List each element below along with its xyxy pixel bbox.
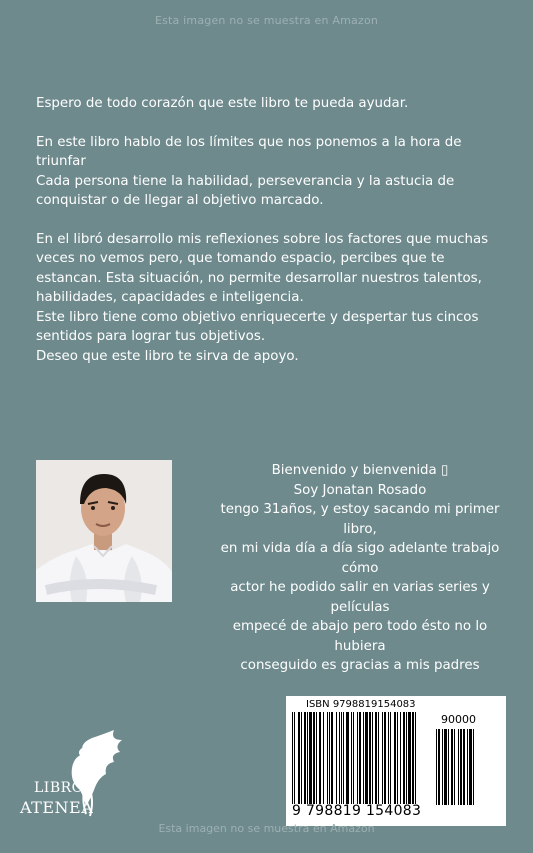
barcode-bar <box>467 729 468 805</box>
description-line: triunfar <box>36 154 86 169</box>
barcode-bar <box>301 712 302 804</box>
barcode-bar <box>292 712 293 804</box>
barcode-bar <box>463 729 465 805</box>
barcode-bar <box>378 712 379 804</box>
barcode-bar <box>436 729 437 805</box>
barcode-bar <box>458 729 459 805</box>
bio-line: tengo 31años, y estoy sacando mi primer <box>220 502 500 517</box>
barcode-addon-bars <box>436 729 494 807</box>
publisher-name-line1: LIBROS <box>34 780 94 796</box>
barcode-bar <box>294 712 295 804</box>
barcode-bar <box>359 712 361 804</box>
barcode-bar <box>357 712 358 804</box>
description-line: En este libro hablo de los límites que nos ponemos a la hora de <box>36 134 462 150</box>
description-line: estancan. Esta situación, no permite desarrollar nuestros talentos, <box>36 270 482 286</box>
barcode-bar <box>329 712 330 804</box>
barcode-bar <box>460 729 462 805</box>
barcode-bar <box>388 712 389 804</box>
barcode-bar <box>327 712 328 804</box>
isbn-digits: 9 798819 154083 <box>292 803 422 819</box>
description-paragraph-1: Espero de todo corazón que este libro te pueda ayudar. <box>36 96 409 111</box>
barcode-bar <box>323 712 324 804</box>
barcode-bar <box>346 712 349 804</box>
barcode-bar <box>406 712 407 804</box>
barcode-bar <box>451 729 453 805</box>
isbn-label: ISBN 9798819154083 <box>306 699 416 710</box>
description-line: Este libro tiene como objetivo enriquecerte y despertar tus cincos <box>36 309 479 325</box>
isbn-barcode <box>286 696 506 826</box>
author-photo <box>36 460 172 602</box>
description-line: habilidades, capacidades e inteligencia. <box>36 290 304 305</box>
barcode-bar <box>403 712 405 804</box>
barcode-bar <box>442 729 443 805</box>
bio-line: Bienvenido y bienvenida ▯ <box>271 463 449 478</box>
barcode-bar <box>339 712 340 804</box>
barcode-bar <box>454 729 455 805</box>
description-line: sentidos para lograr tus objetivos. <box>36 329 266 344</box>
barcode-bar <box>469 729 472 805</box>
barcode-bars <box>292 712 432 807</box>
barcode-bar <box>341 712 342 804</box>
barcode-bar <box>438 729 440 805</box>
barcode-bar <box>304 712 306 804</box>
barcode-bar <box>363 712 364 804</box>
barcode-bar <box>365 712 368 804</box>
bottom-watermark: Esta imagen no se muestra en Amazon <box>158 822 375 835</box>
bio-line: conseguido es gracias a mis padres <box>240 658 480 673</box>
description-line: Deseo que este libro te sirva de apoyo. <box>36 348 299 364</box>
barcode-bar <box>448 729 449 805</box>
barcode-bar <box>375 712 377 804</box>
barcode-bar <box>397 712 398 804</box>
top-watermark: Esta imagen no se muestra en Amazon <box>154 14 379 27</box>
barcode-bar <box>316 712 317 804</box>
bio-line: empecé de abajo pero todo ésto no lo <box>232 619 488 634</box>
barcode-bar <box>307 712 308 804</box>
barcode-bar <box>309 712 312 804</box>
barcode-bar <box>369 712 371 804</box>
bio-line: libro, <box>343 521 377 537</box>
barcode-addon-number: 90000 <box>441 713 476 726</box>
author-bio <box>195 461 525 676</box>
publisher-logo <box>14 730 149 825</box>
barcode-bar <box>400 712 401 804</box>
author-portrait-image <box>36 460 172 602</box>
barcode-bar <box>336 712 337 804</box>
barcode-bar <box>390 712 391 804</box>
barcode-bar <box>313 712 315 804</box>
barcode-bar <box>343 712 344 804</box>
barcode-bar <box>331 712 333 804</box>
barcode-bar <box>319 712 321 804</box>
description-line: conquistar o de llegar al objetivo marcado. <box>36 193 324 208</box>
barcode-bar <box>298 712 300 804</box>
barcode-bar <box>382 712 383 804</box>
bio-line: Soy Jonatan Rosado <box>293 482 427 498</box>
description-line: Cada persona tiene la habilidad, perseverancia y la astucia de <box>36 173 455 189</box>
description-line: En el libró desarrollo mis reflexiones sobre los factores que muchas <box>36 231 489 247</box>
barcode-bar <box>408 712 411 804</box>
barcode-bar <box>353 712 354 804</box>
bio-line: actor he podido salir en varias series y <box>230 580 490 595</box>
barcode-bar <box>394 712 396 804</box>
barcode-bar <box>384 712 386 804</box>
barcode-bar <box>351 712 352 804</box>
barcode-bar <box>372 712 373 804</box>
barcode-bar <box>412 712 414 804</box>
publisher-name-line2: ATENEA <box>20 798 94 817</box>
barcode-bar <box>473 729 474 805</box>
bio-line: en mi vida día a día sigo adelante trabajo <box>220 541 500 556</box>
barcode-bar <box>444 729 447 805</box>
bio-line: hubiera <box>334 638 386 654</box>
back-cover-description <box>36 94 502 366</box>
bio-line: películas <box>330 599 390 615</box>
description-line: veces no vemos pero, que tomando espacio, percibes que te <box>36 251 445 266</box>
bio-line: cómo <box>341 560 379 576</box>
barcode-bar <box>415 712 416 804</box>
